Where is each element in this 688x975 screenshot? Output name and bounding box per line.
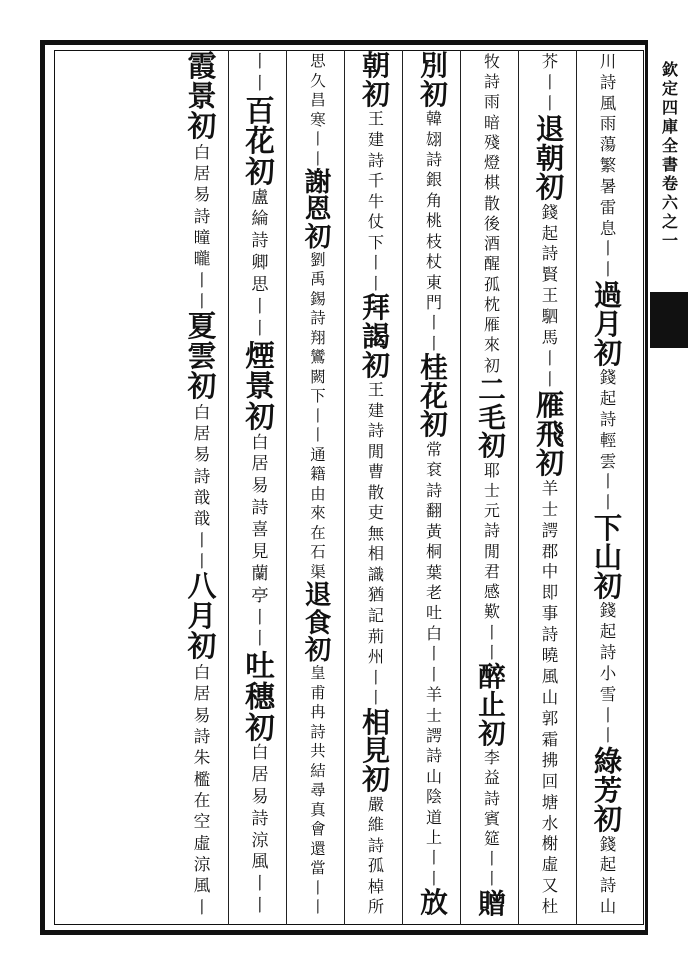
column-rule — [576, 50, 577, 925]
heading-term: 煙景初 — [245, 337, 275, 434]
text-column — [522, 52, 578, 922]
heading-term: 放 — [420, 886, 448, 920]
heading-term: 夏雲初 — [187, 309, 217, 403]
citation-text: 錢起詩輕雲丨丨 — [599, 368, 617, 513]
citation-text: 皇甫冉詩共結尋真會還當丨丨 — [310, 664, 326, 917]
column-rule — [228, 50, 229, 925]
column-rule — [518, 50, 519, 925]
heading-term: 謝恩初 — [304, 167, 332, 253]
citation-text: 錢起詩賢王駟馬丨丨 — [541, 202, 559, 389]
heading-term: 退食初 — [304, 580, 332, 667]
citation-text: 白居易詩曈曨丨丨 — [193, 141, 211, 311]
column-rule — [344, 50, 345, 925]
heading-term: 雁飛初 — [535, 387, 565, 481]
heading-term: 吐穗初 — [245, 648, 275, 745]
heading-term: 過月初 — [593, 277, 623, 371]
heading-term: 桂花初 — [420, 351, 448, 442]
citation-text: 盧綸詩卿思丨丨 — [251, 187, 269, 339]
column-rule — [460, 50, 461, 925]
citation-text: 劉禹錫詩翔鸞闕下丨丨通籍由來在石渠 — [310, 250, 326, 581]
citation-text: 耶士元詩閒君感歎丨丨 — [484, 460, 500, 662]
heading-term: 朝初 — [362, 49, 390, 111]
citation-text: 白居易詩朱檻在空虛涼風丨 — [193, 661, 211, 917]
heading-term: 別初 — [420, 49, 448, 111]
heading-term: 醉止初 — [478, 661, 506, 750]
citation-text: 錢起詩山 — [599, 834, 617, 917]
heading-term: 贈 — [478, 887, 506, 920]
heading-term: 綠芳初 — [593, 744, 623, 837]
citation-text: 白居易詩涼風丨丨 — [251, 743, 269, 917]
text-column — [290, 52, 346, 922]
heading-term: 二毛初 — [478, 373, 506, 463]
heading-term: 八月初 — [187, 569, 217, 664]
citation-text: 韓翃詩銀角桃枝杖東門丨丨 — [425, 109, 443, 353]
fold-title-glyphs: 欽定四庫全書 卷六之一 — [661, 60, 678, 250]
text-column — [406, 49, 462, 922]
citation-text: 王建詩閒曹散吏無相識猶記荊州丨丨 — [367, 380, 385, 708]
text-column — [232, 52, 288, 922]
heading-term: 下山初 — [593, 511, 623, 604]
citation-text: 王建詩千牛仗下丨丨 — [367, 109, 385, 293]
text-column — [464, 52, 520, 922]
citation-text: 白居易詩喜見蘭亭丨丨 — [251, 432, 269, 650]
text-column — [174, 49, 230, 922]
citation-text: 嚴維詩孤棹所 — [367, 794, 385, 917]
heading-term: 退朝初 — [535, 111, 565, 205]
text-column — [348, 49, 404, 922]
citation-text: 李益詩賓筵丨丨 — [484, 748, 500, 889]
heading-term: 相見初 — [362, 705, 390, 797]
column-rule — [402, 50, 403, 925]
heading-term: 百花初 — [245, 92, 275, 189]
heading-term: 拜謁初 — [362, 291, 390, 382]
citation-text: 丨丨 — [251, 52, 269, 94]
citation-text: 白居易詩戠戠丨丨 — [193, 401, 211, 572]
citation-text: 錢起詩小雪丨丨 — [599, 601, 617, 746]
citation-text: 常袞詩翻黃桐葉老吐白丨丨羊士諤詩山陰道上丨丨 — [425, 440, 443, 888]
heading-term: 霞景初 — [187, 49, 217, 143]
citation-text: 思久昌寒丨丨 — [310, 52, 326, 168]
citation-text: 川詩風雨蕩繁暑雷息丨丨 — [599, 52, 617, 280]
column-rule — [286, 50, 287, 925]
citation-text: 羊士諤郡中即事詩曉風山郭霜拂回塘水榭虛又杜 — [541, 478, 559, 917]
fold-fishtail-mark — [650, 292, 688, 348]
citation-text: 牧詩雨暗殘燈棋散後酒醒孤枕雁來初 — [484, 52, 500, 375]
citation-text: 芥丨丨 — [541, 52, 559, 113]
text-column — [580, 52, 636, 922]
